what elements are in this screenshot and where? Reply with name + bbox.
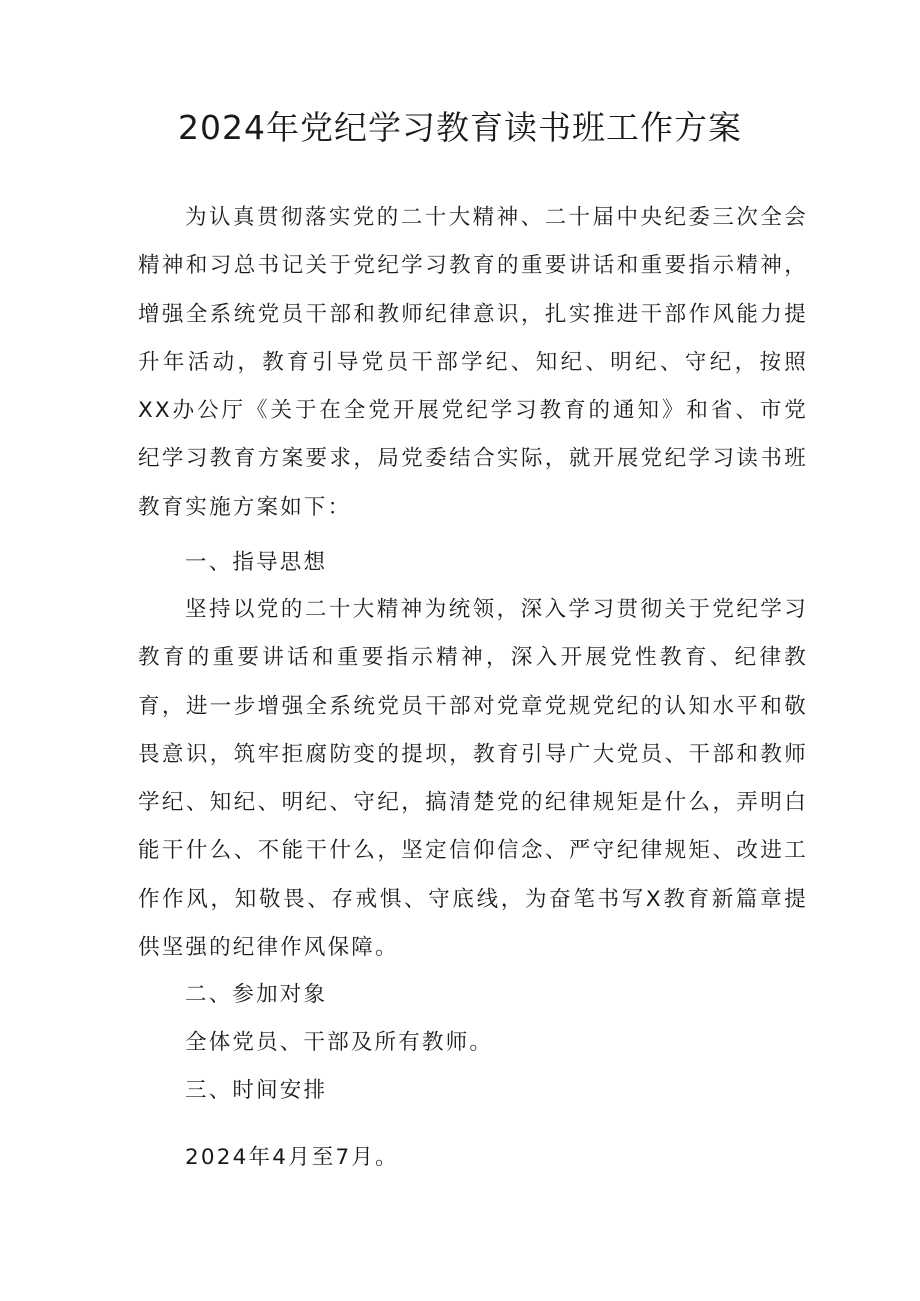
section-heading-participants: 二、参加对象 [185, 982, 328, 1007]
schedule-paragraph: 2024年4月至7月。 [185, 1145, 399, 1170]
guiding-ideology-paragraph: 坚持以党的二十大精神为统领，深入学习贯彻关于党纪学习教育的重要讲话和重要指示精神，深入开展党性教育、纪律教育，进一步增强全系统党员干部对党章党规党纪的认知水平和敬畏意识，筑牢拒腐防变的提坝，教育引导广大党员、干部和教师学纪、知纪、明纪、守纪，搞清楚党的纪律规矩是什么，弄明白能干什么、不能干什么，坚定信仰信念、严守纪律规矩、改进工作作风，知敬畏、存戒惧、守底线，为奋笔书写X教育新篇章提供坚强的纪律作风保障。 [138, 597, 808, 961]
intro-paragraph: 为认真贯彻落实党的二十大精神、二十届中央纪委三次全会精神和习总书记关于党纪学习教育的重要讲话和重要指示精神，增强全系统党员干部和教师纪律意识，扎实推进干部作风能力提升年活动，教育引导党员干部学纪、知纪、明纪、守纪，按照XX办公厅《关于在全党开展党纪学习教育的通知》和省、市党纪学习教育方案要求，局党委结合实际，就开展党纪学习读书班教育实施方案如下： [138, 205, 808, 520]
section-heading-schedule: 三、时间安排 [185, 1078, 328, 1103]
document-title: 2024年党纪学习教育读书班工作方案 [178, 108, 742, 147]
participants-paragraph: 全体党员、干部及所有教师。 [185, 1030, 494, 1055]
section-heading-guiding-ideology: 一、指导思想 [185, 550, 328, 575]
